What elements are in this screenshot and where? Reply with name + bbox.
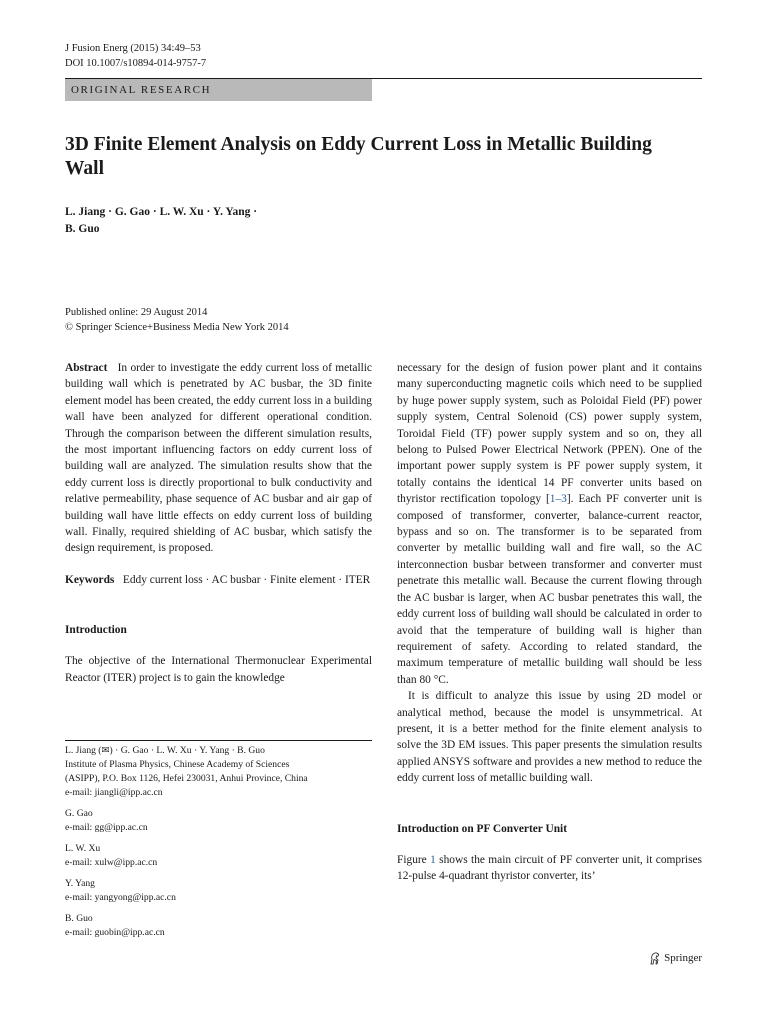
affiliation-email: e-mail: xulw@ipp.ac.cn [65, 857, 158, 868]
introduction-paragraph-1 [397, 360, 702, 688]
affiliation-name: G. Gao [65, 808, 93, 819]
affiliation-email: e-mail: jiangli@ipp.ac.cn [65, 787, 163, 798]
copyright-notice: © Springer Science+Business Media New York 2014 [65, 322, 289, 333]
journal-reference [65, 41, 206, 71]
affiliation-institute: Institute of Plasma Physics, Chinese Academy of Sciences [65, 759, 290, 770]
affiliation-email: e-mail: yangyong@ipp.ac.cn [65, 892, 176, 903]
article-type-label: ORIGINAL RESEARCH [65, 79, 372, 101]
pf-converter-heading: Introduction on PF Converter Unit [397, 822, 568, 835]
introduction-heading: Introduction [65, 624, 127, 637]
keywords-heading: Keywords [65, 573, 115, 586]
introduction-left-text: The objective of the International Thermonuclear Experimental Reactor (ITER) project is to gain the knowledge [65, 655, 372, 684]
authors-line-2: B. Guo [65, 223, 100, 235]
introduction-paragraph-2: It is difficult to analyze this issue by using 2D model or analytical method, because the model is unsymmetrical. At present, it is a better method for the finite element analysis to solve the 3D EM issues. This paper presents the simulation results applied ANSYS software and provides a new method to reduce the eddy current loss of metallic building wall. [397, 690, 702, 785]
affiliation-entry [65, 842, 372, 870]
publisher-name: Springer [664, 952, 702, 964]
introduction-text: ]. Each PF converter unit is composed of transformer, converter, balance-current reactor, bypass and so on. The transformer is to be separated from converter by metallic building wall and fire wall, so the AC interconnection busbar between transformer and converter must penetrate this metallic wall. Because the current flowing through the AC busbar is larger, when AC busbar penetrates this wall, the eddy current loss of building wall should be calculated in order to avoid that the temperature of building wall is higher than requirement of safety. According to related standard, the maximum temperature of metallic building wall should be less than 80 °C. [397, 493, 702, 686]
publication-info [65, 305, 289, 335]
publisher-logo [649, 951, 702, 965]
affiliation-rule [65, 740, 372, 741]
left-column [65, 360, 372, 686]
citation-link[interactable]: 1–3 [549, 493, 567, 506]
pf-text: Figure [397, 853, 431, 866]
pf-converter-paragraph [397, 852, 702, 885]
affiliation-name: L. W. Xu [65, 843, 101, 854]
affiliation-name: Y. Yang [65, 878, 95, 889]
paper-title: 3D Finite Element Analysis on Eddy Current Loss in Metallic Building Wall [65, 134, 652, 179]
corresponding-author [65, 744, 372, 800]
affiliations [65, 744, 372, 947]
published-date: Published online: 29 August 2014 [65, 307, 208, 318]
right-column [397, 360, 702, 884]
affiliation-email: e-mail: gg@ipp.ac.cn [65, 822, 148, 833]
keywords-text: Eddy current loss · AC busbar · Finite element · ITER [122, 573, 371, 586]
authors-line-1: L. Jiang · G. Gao · L. W. Xu · Y. Yang · [65, 206, 258, 218]
introduction-text: necessary for the design of fusion power plant and it contains many superconducting magnetic coils which need to be supplied by huge power supply system, such as Poloidal Field (PF) power supply system, Central Solenoid (CS) power supply system, Toroidal Field (TF) power supply system and so on, they all belong to Pulsed Power Electrical Network (PPEN). One of the important power supply system is PF power supply system, it totally contains the identical 14 PF converter units based on thyristor rectification topology [ [397, 362, 702, 506]
affiliation-entry [65, 807, 372, 835]
abstract-heading: Abstract [65, 362, 108, 374]
affiliation-entry [65, 877, 372, 905]
journal-doi: DOI 10.1007/s10894-014-9757-7 [65, 58, 207, 69]
affiliation-name: B. Guo [65, 913, 93, 924]
journal-citation: J Fusion Energ (2015) 34:49–53 [65, 43, 201, 54]
abstract-text: In order to investigate the eddy current loss of metallic building wall which is penetrated by AC busbar, the 3D finite element model has been created, the eddy current loss in a building wall have been analyzed for different operational condition. Through the comparison between the different simulation results, the most important influencing factors on eddy current loss of building wall are analyzed. The simulation results show that the eddy current loss is directly proportional to bulk conductivity and relative permeability, phase sequence of AC busbar and air gap of building wall have little effects on eddy current loss of building wall. Finally, required shielding of AC busbar, which satisfy the design requirement, is proposed. [65, 362, 372, 555]
figure-link[interactable]: 1 [430, 853, 436, 866]
affiliation-address: (ASIPP), P.O. Box 1126, Hefei 230031, Anhui Province, China [65, 773, 308, 784]
pf-text: shows the main circuit of PF converter unit, it comprises 12-pulse 4-quadrant thyristor converter, its’ [397, 853, 702, 882]
affiliation-authors: L. Jiang (✉) · G. Gao · L. W. Xu · Y. Yang · B. Guo [65, 745, 265, 756]
affiliation-entry [65, 912, 372, 940]
keywords [65, 572, 372, 588]
affiliation-email: e-mail: guobin@ipp.ac.cn [65, 927, 165, 938]
springer-horse-icon [649, 952, 660, 965]
abstract [65, 360, 372, 557]
author-list [65, 204, 365, 238]
